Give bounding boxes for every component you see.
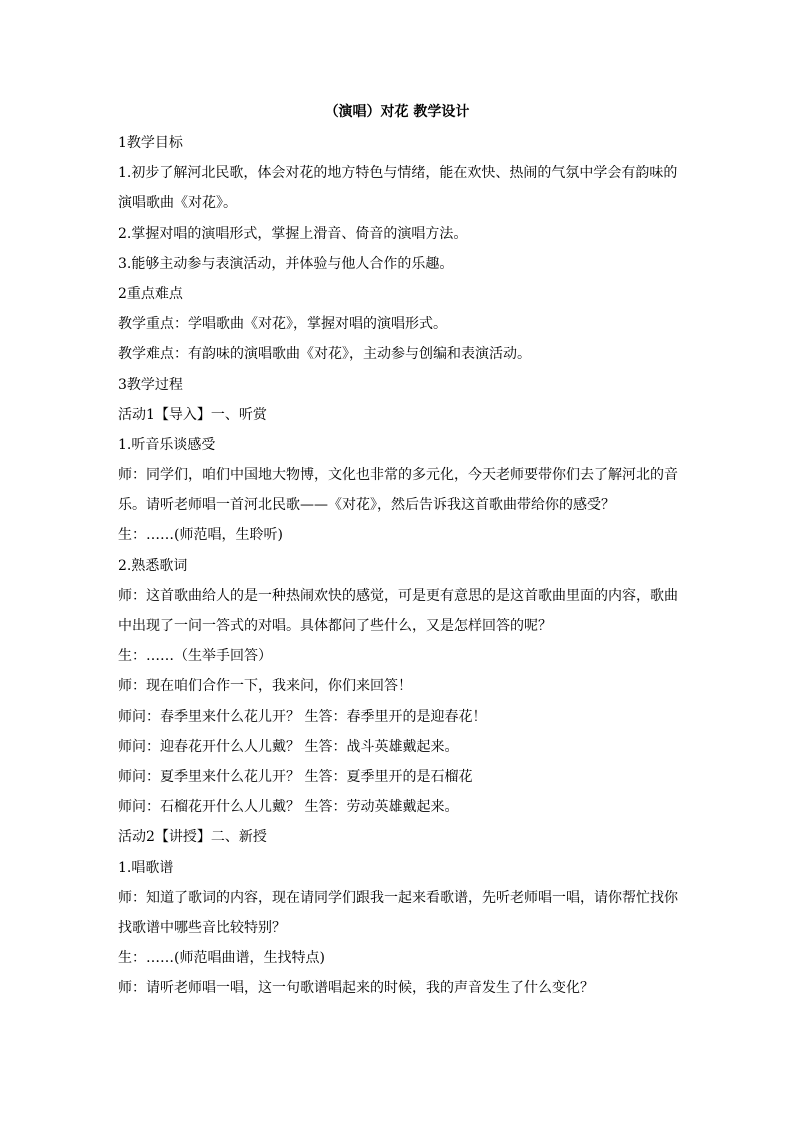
paragraph-line: 中出现了一问一答式的对唱。具体都问了些什么，又是怎样回答的呢？ bbox=[118, 618, 552, 634]
paragraph-line: 2重点难点 bbox=[118, 285, 183, 302]
paragraph bbox=[118, 676, 678, 696]
paragraph-line: 生：……(师范唱，生聆听) bbox=[118, 527, 283, 544]
paragraph bbox=[118, 888, 678, 938]
paragraph bbox=[118, 707, 678, 727]
document-body bbox=[118, 133, 678, 1008]
paragraph bbox=[118, 254, 678, 274]
paragraph bbox=[118, 797, 678, 817]
paragraph bbox=[118, 344, 678, 364]
paragraph bbox=[118, 767, 678, 787]
paragraph bbox=[118, 586, 678, 636]
paragraph-line: 教学重点：学唱歌曲《对花》，掌握对唱的演唱形式。 bbox=[118, 316, 447, 333]
paragraph-line: 师：同学们，咱们中国地大物博，文化也非常的多元化，今天老师要带你们去了解河北的音 bbox=[118, 467, 678, 484]
paragraph-line: 3.能够主动参与表演活动，并体验与他人合作的乐趣。 bbox=[118, 255, 454, 272]
paragraph bbox=[118, 858, 678, 878]
paragraph bbox=[118, 435, 678, 455]
paragraph-line: 师：现在咱们合作一下，我来问，你们来回答！ bbox=[118, 678, 412, 695]
paragraph-line: 1.初步了解河北民歌，体会对花的地方特色与情绪，能在欢快、热闹的气氛中学会有韵味的 bbox=[118, 165, 678, 182]
paragraph-line: 2.熟悉歌词 bbox=[118, 557, 188, 574]
paragraph bbox=[118, 827, 678, 847]
paragraph-line: 教学难点：有韵味的演唱歌曲《对花》，主动参与创编和表演活动。 bbox=[118, 346, 531, 363]
paragraph-line: 演唱歌曲《对花》。 bbox=[118, 195, 237, 212]
paragraph bbox=[118, 948, 678, 968]
paragraph-line: 2.掌握对唱的演唱形式，掌握上滑音、倚音的演唱方法。 bbox=[118, 225, 468, 242]
paragraph bbox=[118, 525, 678, 545]
paragraph-line: 1教学目标 bbox=[118, 135, 183, 151]
paragraph-line: 师：这首歌曲给人的是一种热闹欢快的感觉，可是更有意思的是这首歌曲里面的内容，歌曲 bbox=[118, 587, 678, 604]
paragraph bbox=[118, 375, 678, 395]
document-title: （演唱）对花 教学设计 bbox=[324, 104, 470, 120]
paragraph-line: 师问：春季里来什么花儿开？ 生答：春季里开的是迎春花！ bbox=[118, 708, 487, 725]
paragraph bbox=[118, 465, 678, 515]
paragraph-line: 活动1【导入】一、听赏 bbox=[118, 406, 267, 423]
paragraph bbox=[118, 978, 678, 998]
paragraph bbox=[118, 556, 678, 576]
paragraph-line: 师：知道了歌词的内容，现在请同学们跟我一起来看歌谱，先听老师唱一唱，请你帮忙找你 bbox=[118, 889, 678, 906]
paragraph bbox=[118, 284, 678, 304]
paragraph-line: 活动2【讲授】二、新授 bbox=[118, 829, 267, 846]
paragraph-line: 师问：迎春花开什么人儿戴？ 生答：战斗英雄戴起来。 bbox=[118, 738, 459, 755]
paragraph bbox=[118, 314, 678, 334]
paragraph-line: 师问：夏季里来什么花儿开？ 生答：夏季里开的是石榴花 bbox=[118, 768, 473, 785]
paragraph-line: 生：……(师范唱曲谱，生找特点) bbox=[118, 950, 325, 967]
paragraph bbox=[118, 737, 678, 757]
paragraph bbox=[118, 224, 678, 244]
paragraph-line: 3教学过程 bbox=[118, 376, 183, 393]
paragraph bbox=[118, 646, 678, 666]
paragraph-line: 1.听音乐谈感受 bbox=[118, 436, 216, 453]
paragraph-line: 1.唱歌谱 bbox=[118, 859, 174, 876]
paragraph-line: 生：……（生举手回答） bbox=[118, 648, 272, 665]
paragraph-line: 找歌谱中哪些音比较特别？ bbox=[118, 919, 286, 936]
paragraph-line: 师：请听老师唱一唱，这一句歌谱唱起来的时候，我的声音发生了什么变化？ bbox=[118, 980, 594, 997]
paragraph-line: 师问：石榴花开什么人儿戴？ 生答：劳动英雄戴起来。 bbox=[118, 799, 459, 816]
paragraph bbox=[118, 163, 678, 213]
paragraph-line: 乐。请听老师唱一首河北民歌——《对花》，然后告诉我这首歌曲带给你的感受？ bbox=[118, 497, 615, 514]
paragraph bbox=[118, 133, 678, 153]
paragraph bbox=[118, 405, 678, 425]
